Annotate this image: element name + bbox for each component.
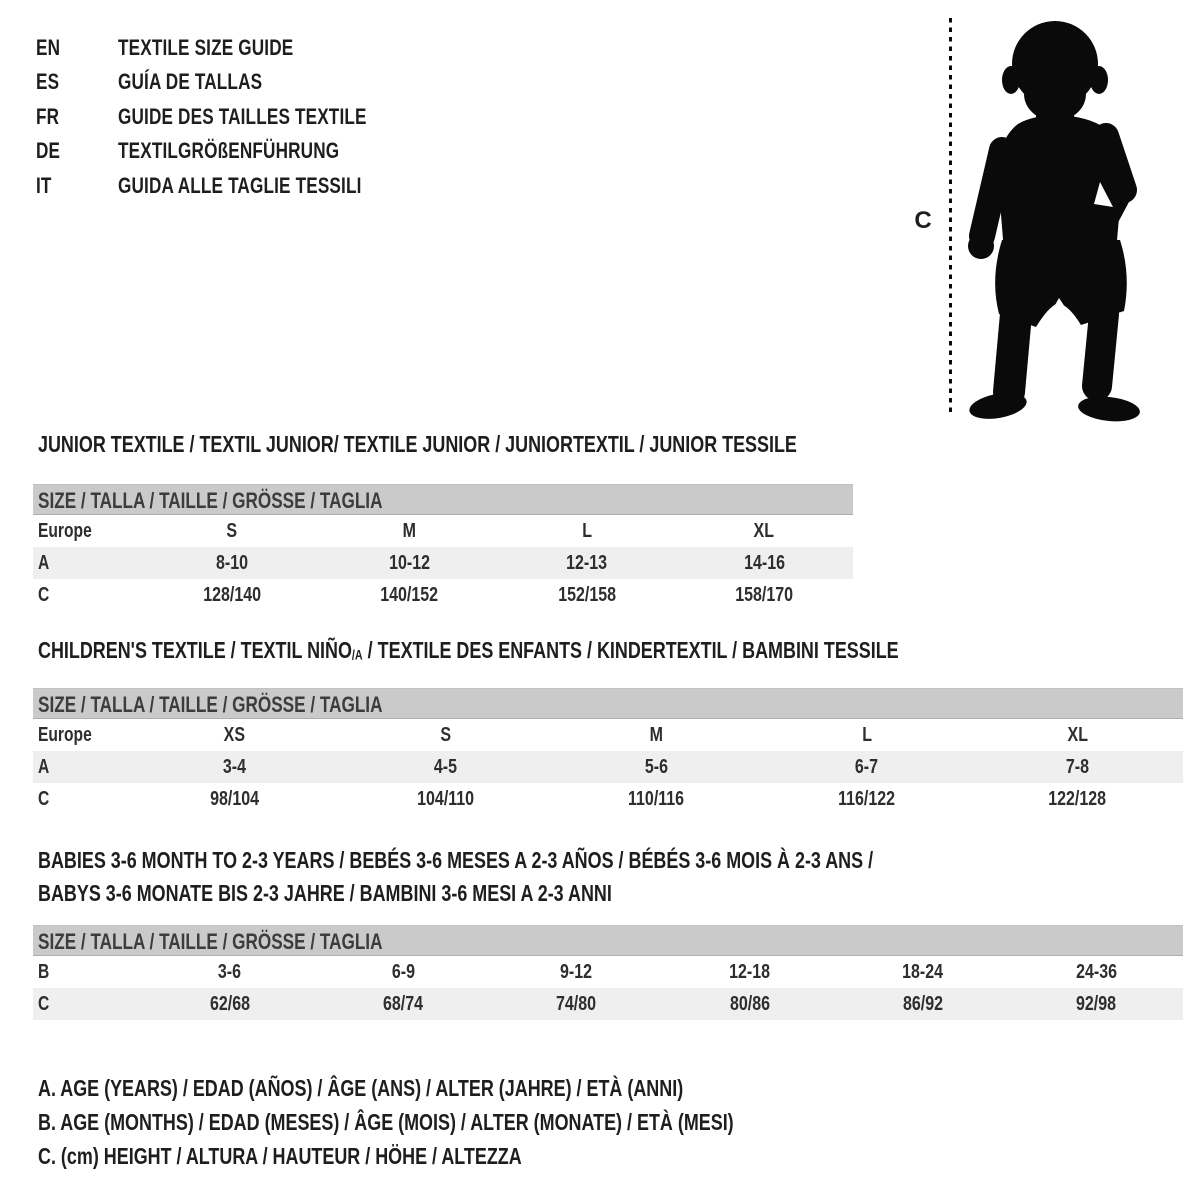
- height-cell: 62/68: [209, 993, 250, 1015]
- table-row-europe: [33, 719, 1183, 751]
- legend-line-b: B. AGE (MONTHS) / EDAD (MESES) / ÂGE (MOIS) / ALTER (MONATE) / ETÀ (MESI): [38, 1109, 734, 1136]
- row-label: C: [38, 584, 50, 606]
- size-cell: M: [649, 724, 663, 746]
- measurement-legend: [38, 1071, 930, 1174]
- language-code: DE: [36, 138, 61, 164]
- legend-line-c: C. (cm) HEIGHT / ALTURA / HAUTEUR / HÖHE / ALTEZZA: [38, 1143, 522, 1170]
- junior-size-table: [33, 484, 853, 611]
- size-header-text: SIZE / TALLA / TAILLE / GRÖSSE / TAGLIA: [38, 692, 383, 717]
- size-cell: L: [581, 520, 592, 542]
- height-cell: 92/98: [1076, 993, 1117, 1015]
- height-cell: 74/80: [556, 993, 597, 1015]
- height-cell: 86/92: [902, 993, 944, 1015]
- table-row-age: [33, 751, 1183, 783]
- height-measure-label: C: [914, 207, 932, 234]
- language-row-it: [36, 169, 437, 203]
- toddler-silhouette-icon: [956, 14, 1160, 424]
- language-code: ES: [36, 69, 60, 95]
- age-cell: 14-16: [743, 552, 785, 574]
- age-cell: 4-5: [433, 756, 457, 778]
- nino-a-subscript: /A: [351, 647, 363, 663]
- age-cell: 5-6: [644, 756, 668, 778]
- table-row-height: [33, 988, 1183, 1020]
- size-cell: L: [861, 724, 872, 746]
- babies-size-table: [33, 925, 1183, 1020]
- height-cell: 122/128: [1048, 788, 1107, 810]
- language-label: GUIDE DES TAILLES TEXTILE: [118, 103, 367, 129]
- size-cell: XL: [754, 520, 775, 542]
- age-cell: 9-12: [560, 961, 593, 983]
- height-cell: 116/122: [838, 788, 896, 810]
- age-cell: 7-8: [1066, 756, 1090, 778]
- language-row-de: [36, 134, 437, 168]
- height-cell: 128/140: [202, 584, 261, 606]
- table-row-europe: [33, 515, 853, 547]
- language-row-es: [36, 65, 437, 99]
- legend-line-a: A. AGE (YEARS) / EDAD (AÑOS) / ÂGE (ANS) / ALTER (JAHRE) / ETÀ (ANNI): [38, 1075, 684, 1101]
- age-cell: 18-24: [902, 961, 944, 983]
- toddler-legs: [967, 314, 1141, 424]
- height-cell: 110/116: [627, 788, 685, 810]
- age-cell: 6-7: [855, 756, 879, 778]
- language-label: TEXTILE SIZE GUIDE: [118, 35, 294, 60]
- age-cell: 12-18: [729, 961, 771, 983]
- children-title-text: CHILDREN'S TEXTILE / TEXTIL NIÑO/A / TEXTILE DES ENFANTS / KINDERTEXTIL / BAMBINI TESSILE: [38, 637, 899, 663]
- children-size-table: [33, 688, 1183, 815]
- table-row-height: [33, 579, 853, 611]
- size-header-text: SIZE / TALLA / TAILLE / GRÖSSE / TAGLIA: [38, 929, 383, 954]
- size-header-bar: [33, 484, 853, 515]
- row-label: Europe: [38, 520, 92, 542]
- children-section-title: [38, 637, 1141, 669]
- language-title-list: [36, 31, 437, 203]
- height-cell: 140/152: [380, 584, 439, 606]
- babies-section-title-line1: BABIES 3-6 MONTH TO 2-3 YEARS / BEBÉS 3-6 MESES A 2-3 AÑOS / BÉBÉS 3-6 MOIS À 2-3 ANS /: [38, 847, 874, 873]
- height-cell: 80/86: [729, 993, 770, 1015]
- table-row-months: [33, 956, 1183, 988]
- height-cell: 68/74: [382, 993, 424, 1015]
- age-cell: 10-12: [388, 552, 430, 574]
- language-row-fr: [36, 100, 437, 134]
- age-cell: 3-6: [218, 961, 242, 983]
- row-label: B: [38, 961, 50, 983]
- junior-title-text: JUNIOR TEXTILE / TEXTIL JUNIOR/ TEXTILE JUNIOR / JUNIORTEXTIL / JUNIOR TESSILE: [38, 431, 797, 457]
- size-cell: XL: [1067, 724, 1088, 746]
- size-cell: XS: [223, 724, 246, 746]
- language-label: GUIDA ALLE TAGLIE TESSILI: [118, 172, 362, 198]
- height-measure-dashed-line: [949, 18, 952, 416]
- language-label: GUÍA DE TALLAS: [118, 69, 263, 95]
- row-label: A: [38, 552, 50, 574]
- row-label: Europe: [38, 724, 92, 746]
- size-cell: M: [402, 520, 416, 542]
- height-cell: 158/170: [735, 584, 794, 606]
- size-cell: S: [226, 520, 238, 542]
- size-cell: S: [439, 724, 451, 746]
- language-code: EN: [36, 35, 61, 60]
- height-cell: 98/104: [209, 788, 259, 810]
- table-row-height: [33, 783, 1183, 815]
- age-cell: 12-13: [566, 552, 608, 574]
- junior-section-title: [38, 431, 1011, 457]
- language-code: FR: [36, 103, 60, 129]
- row-label: C: [38, 788, 50, 810]
- size-header-bar: [33, 688, 1183, 719]
- size-header-bar: [33, 925, 1183, 956]
- table-row-age: [33, 547, 853, 579]
- babies-section-title-line2: BABYS 3-6 MONATE BIS 2-3 JAHRE / BAMBINI 3-6 MESI A 2-3 ANNI: [38, 880, 612, 906]
- language-code: IT: [36, 172, 52, 198]
- age-cell: 3-4: [222, 756, 246, 778]
- height-cell: 104/110: [416, 788, 474, 810]
- age-cell: 8-10: [215, 552, 248, 574]
- height-cell: 152/158: [557, 584, 616, 606]
- row-label: A: [38, 756, 50, 778]
- row-label: C: [38, 993, 50, 1015]
- language-row-en: [36, 31, 437, 65]
- age-cell: 24-36: [1075, 961, 1117, 983]
- size-header-text: SIZE / TALLA / TAILLE / GRÖSSE / TAGLIA: [38, 488, 383, 513]
- language-label: TEXTILGRÖßENFÜHRUNG: [118, 138, 340, 164]
- age-cell: 6-9: [391, 961, 415, 983]
